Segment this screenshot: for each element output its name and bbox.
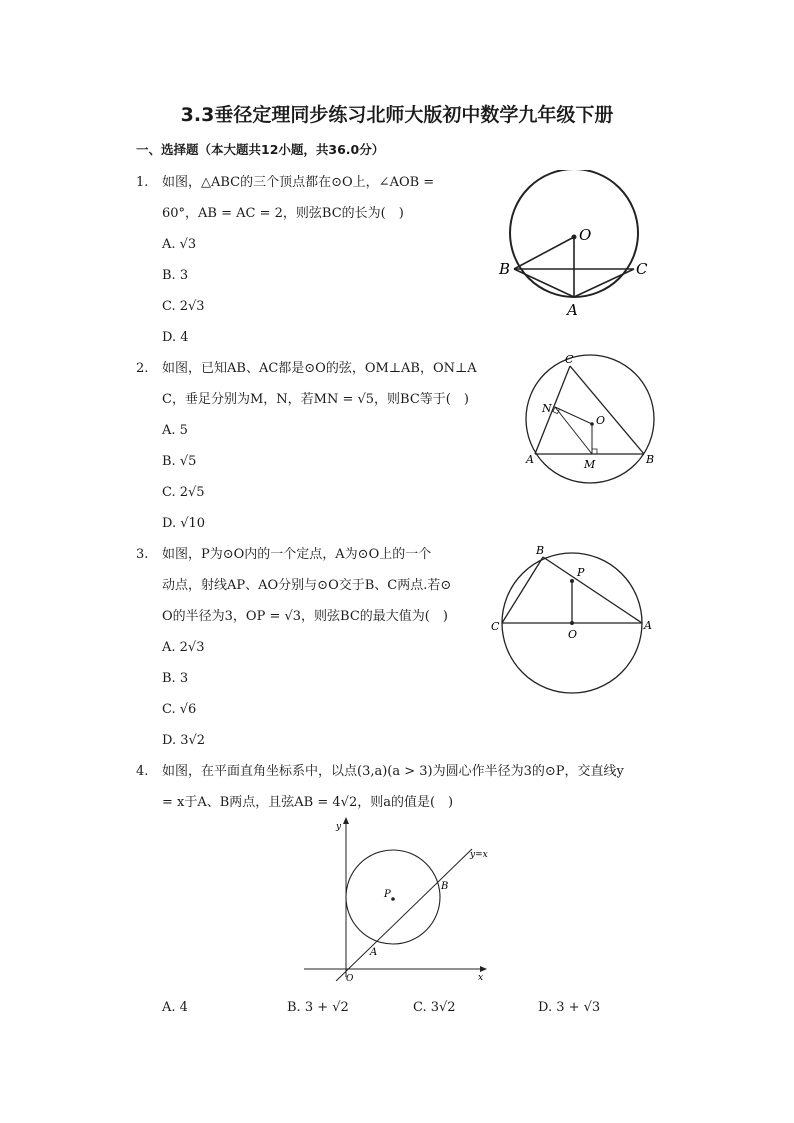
point-o <box>570 621 574 625</box>
question-number: 2. <box>136 361 149 376</box>
circle-p <box>346 850 440 944</box>
question-text: 60°，AB = AC = 2，则弦BC的长为( ) <box>162 206 404 221</box>
point-p <box>570 579 574 583</box>
question-text: 如图，已知AB、AC都是⊙O的弦，OM⊥AB，ON⊥A <box>162 361 477 376</box>
figure-4 <box>300 815 500 985</box>
question-text: 如图，△ABC的三个顶点都在⊙O上，∠AOB = <box>162 175 435 190</box>
option-b[interactable]: B. 3 <box>162 671 189 686</box>
segment-ac <box>574 269 634 297</box>
question-text: C，垂足分别为M，N，若MN = √5，则BC等于( ) <box>162 392 469 407</box>
segment-ob <box>514 237 574 269</box>
label-p: P <box>577 566 585 579</box>
label-origin: O <box>346 974 354 984</box>
option-c[interactable]: C. √6 <box>162 702 197 717</box>
label-y: y <box>336 822 342 832</box>
option-b[interactable]: B. 3 + √2 <box>287 1000 349 1015</box>
option-a[interactable]: A. 4 <box>162 1000 188 1015</box>
label-a: A <box>370 947 378 958</box>
label-b: B <box>441 881 449 892</box>
right-angle-m <box>592 449 597 454</box>
label-line: y=x <box>470 850 488 860</box>
option-a[interactable]: A. 2√3 <box>162 640 205 655</box>
option-c[interactable]: C. 3√2 <box>413 1000 456 1015</box>
figure-1 <box>495 170 660 320</box>
question-text: = x于A、B两点，且弦AB = 4√2，则a的值是( ) <box>162 795 454 810</box>
point-o <box>572 235 577 240</box>
label-o: O <box>568 628 578 641</box>
question-text: 动点，射线AP、AO分别与⊙O交于B、C两点.若⊙ <box>162 578 452 593</box>
segment-on <box>555 407 592 424</box>
point-o <box>590 422 594 426</box>
segment-mn <box>555 407 592 454</box>
question-number: 3. <box>136 547 149 562</box>
segment-ab <box>514 269 574 297</box>
option-c[interactable]: C. 2√5 <box>162 485 205 500</box>
question-number: 4. <box>136 764 149 779</box>
label-a: A <box>567 301 578 319</box>
label-b: B <box>499 260 511 278</box>
label-o: O <box>596 414 606 427</box>
x-axis-arrow <box>480 966 487 972</box>
question-text: 如图，在平面直角坐标系中，以点(3,a)(a > 3)为圆心作半径为3的⊙P，交直线y <box>162 764 624 779</box>
section-heading: 一、选择题（本大题共12小题，共36.0分） <box>136 142 385 157</box>
label-p: P <box>384 889 391 900</box>
label-c: C <box>491 620 500 633</box>
figure-2 <box>520 352 660 487</box>
option-d[interactable]: D. √10 <box>162 516 206 531</box>
label-b: B <box>646 453 655 466</box>
point-p <box>391 897 395 901</box>
option-d[interactable]: D. 3√2 <box>162 733 206 748</box>
option-b[interactable]: B. 3 <box>162 268 189 283</box>
label-n: N <box>542 402 552 415</box>
label-a: A <box>644 619 652 632</box>
page-title: 3.3垂径定理同步练习北师大版初中数学九年级下册 <box>180 104 614 126</box>
option-a[interactable]: A. √3 <box>162 237 197 252</box>
question-text: O的半径为3，OP = √3，则弦BC的最大值为( ) <box>162 609 448 624</box>
label-b: B <box>536 544 545 557</box>
question-text: 如图，P为⊙O内的一个定点，A为⊙O上的一个 <box>162 547 432 562</box>
y-axis-arrow <box>343 817 349 824</box>
option-d[interactable]: D. 3 + √3 <box>538 1000 601 1015</box>
question-number: 1. <box>136 175 149 190</box>
option-d[interactable]: D. 4 <box>162 330 189 345</box>
option-c[interactable]: C. 2√3 <box>162 299 205 314</box>
segment-cb <box>502 557 543 623</box>
label-m: M <box>584 458 596 471</box>
segment-ba <box>543 557 642 623</box>
label-c: C <box>565 353 574 366</box>
label-x: x <box>478 973 484 983</box>
option-a[interactable]: A. 5 <box>162 423 188 438</box>
label-a: A <box>526 453 534 466</box>
figure-3 <box>488 543 658 695</box>
label-o: O <box>579 226 592 244</box>
line-y-eq-x <box>336 849 472 981</box>
label-c: C <box>636 260 648 278</box>
option-b[interactable]: B. √5 <box>162 454 197 469</box>
question-4-options <box>136 992 696 1023</box>
